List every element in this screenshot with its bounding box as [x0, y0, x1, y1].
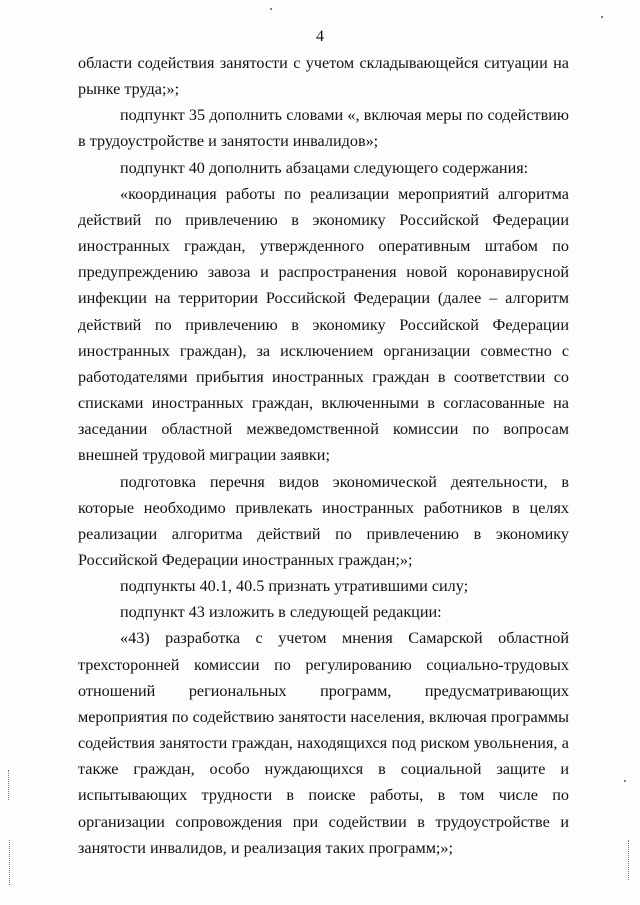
margin-scan-mark — [9, 840, 10, 885]
paragraph-3: подпункт 40 дополнить абзацами следующего содержания: — [120, 158, 529, 177]
scan-speck — [270, 8, 272, 10]
document-body — [78, 50, 569, 861]
paragraph-6: подпункты 40.1, 40.5 признать утратившими силу; — [120, 577, 469, 596]
page-number: 4 — [316, 28, 324, 45]
paragraph-8: «43) разработка с учетом мнения Самарской областной трехсторонней комиссии по регулированию социально-трудовых отношений региональных программ, предусматривающих мероприятия по содействию занятости населения, включая программы содействия занятости граждан, находящихся под риском увольнения, а также граждан, особо нуждающихся в социальной защите и испытывающих трудности в поиске работы, в том числе по организации сопровождения при содействии в трудоустройстве и занятости инвалидов, и реализация таких программ;»; — [78, 629, 569, 857]
scan-speck — [624, 780, 626, 782]
margin-scan-mark — [628, 840, 629, 880]
margin-scan-mark — [8, 770, 9, 800]
paragraph-2: подпункт 35 дополнить словами «, включая меры по содействию в трудоустройстве и занятости инвалидов»; — [78, 106, 569, 151]
paragraph-5: подготовка перечня видов экономической деятельности, в которые необходимо привлекать иностранных работников в целях реализации алгоритма действий по привлечению в экономику Российской Федерации иностранных граждан;»; — [78, 472, 569, 569]
paragraph-7: подпункт 43 изложить в следующей редакции: — [120, 603, 442, 622]
paragraph-4: «координация работы по реализации мероприятий алгоритма действий по привлечению в экономику Российской Федерации иностранных граждан, утвержденного оперативным штабом по предупреждению завоза и распространения новой коронавирусной инфекции на территории Российской Федерации (далее – алгоритм действий по привлечению в экономику Российской Федерации иностранных граждан), за исключением организации совместно с работодателями прибытия иностранных граждан в соответствии со списками иностранных граждан, включенными в согласованные на заседании областной межведомственной комиссии по вопросам внешней трудовой миграции заявки; — [78, 184, 569, 465]
scan-speck — [601, 16, 603, 18]
paragraph-1: области содействия занятости с учетом складывающейся ситуации на рынке труда;»; — [78, 54, 569, 99]
